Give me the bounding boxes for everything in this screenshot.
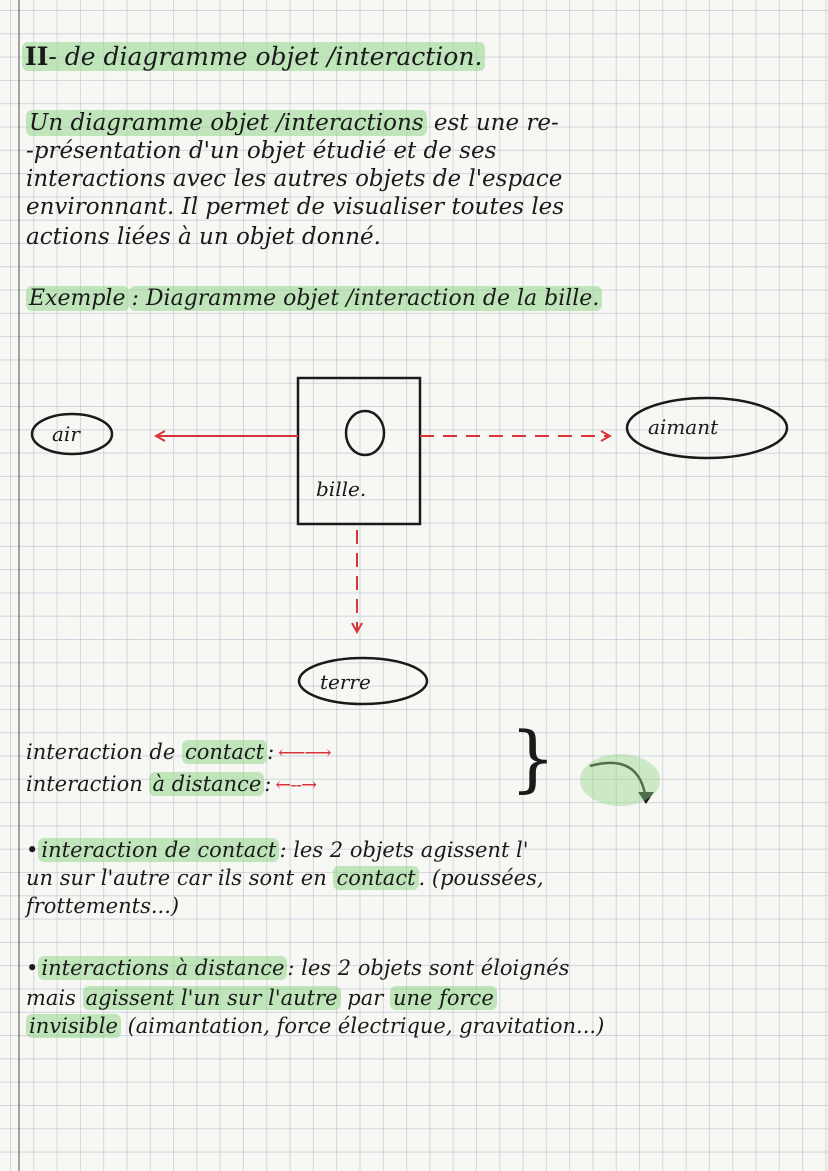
bille-box: [298, 378, 420, 524]
note-distance-line-3: [26, 1016, 604, 1037]
brace-highlight: [580, 754, 660, 806]
definition-line-2: -présentation d'un objet étudié et de ses: [26, 138, 497, 164]
note-contact-line-1: [26, 840, 529, 861]
legend-distance-arrow: ←--→: [275, 774, 317, 796]
legend-contact-arrow: ⟵⟶: [278, 742, 331, 764]
note-contact-l2-pre: un sur l'autre car ils sont en: [26, 866, 334, 890]
note-distance-l2-hl1: agissent l'un sur l'autre: [83, 986, 341, 1010]
note-distance-line-2: [26, 988, 497, 1009]
note-distance-l1-rest: : les 2 objets sont éloignés: [287, 956, 570, 980]
bille-label: bille.: [316, 477, 367, 501]
example-text: : Diagramme objet /interaction de la bille.: [129, 286, 603, 311]
note-distance-l3-rest: (aimantation, force électrique, gravitation...): [120, 1014, 605, 1038]
legend-contact: [26, 742, 331, 763]
air-label: air: [52, 422, 80, 446]
note-contact-line-3: frottements...): [26, 894, 180, 918]
note-distance-l2-pre: mais: [26, 986, 83, 1010]
definition-line-5: actions liées à un objet donné.: [26, 224, 381, 250]
bille-circle: [346, 411, 384, 455]
example-label: Exemple: [26, 286, 129, 311]
definition-line-4: environnant. Il permet de visualiser toutes les: [26, 194, 565, 220]
aimant-label: aimant: [648, 415, 719, 439]
note-distance-l2-hl2: une force: [390, 986, 497, 1010]
note-contact-l2-rest: . (poussées,: [418, 866, 544, 890]
definition-term: Un diagramme objet /interactions: [26, 110, 427, 136]
legend-contact-prefix: interaction de: [26, 740, 182, 764]
legend-distance-suffix: :: [264, 772, 272, 796]
note-distance-l2-mid: par: [340, 986, 390, 1010]
note-distance-line-1: [26, 958, 569, 979]
bullet-dot: •: [26, 956, 39, 980]
title-numeral: II: [25, 42, 49, 71]
definition-line-3: interactions avec les autres objets de l'espace: [26, 166, 563, 192]
definition-line1-rest: est une re-: [426, 110, 559, 136]
note-distance-lead: interactions à distance: [38, 956, 287, 980]
legend-brace: }: [510, 716, 556, 800]
legend-distance-prefix: interaction: [26, 772, 150, 796]
terre-label: terre: [320, 670, 371, 694]
note-contact-line-2: [26, 868, 544, 889]
note-contact-l1-rest: : les 2 objets agissent l': [279, 838, 529, 862]
title-text: - de diagramme objet /interaction.: [48, 42, 483, 71]
legend-contact-suffix: :: [267, 740, 275, 764]
bullet-dot: •: [26, 838, 39, 862]
legend-distance-word: à distance: [149, 772, 264, 796]
note-contact-l2-word: contact: [333, 866, 418, 890]
note-contact-lead: interaction de contact: [38, 838, 279, 862]
legend-contact-word: contact: [182, 740, 267, 764]
note-distance-l3-hl: invisible: [26, 1014, 121, 1038]
legend-distance: [26, 774, 316, 795]
